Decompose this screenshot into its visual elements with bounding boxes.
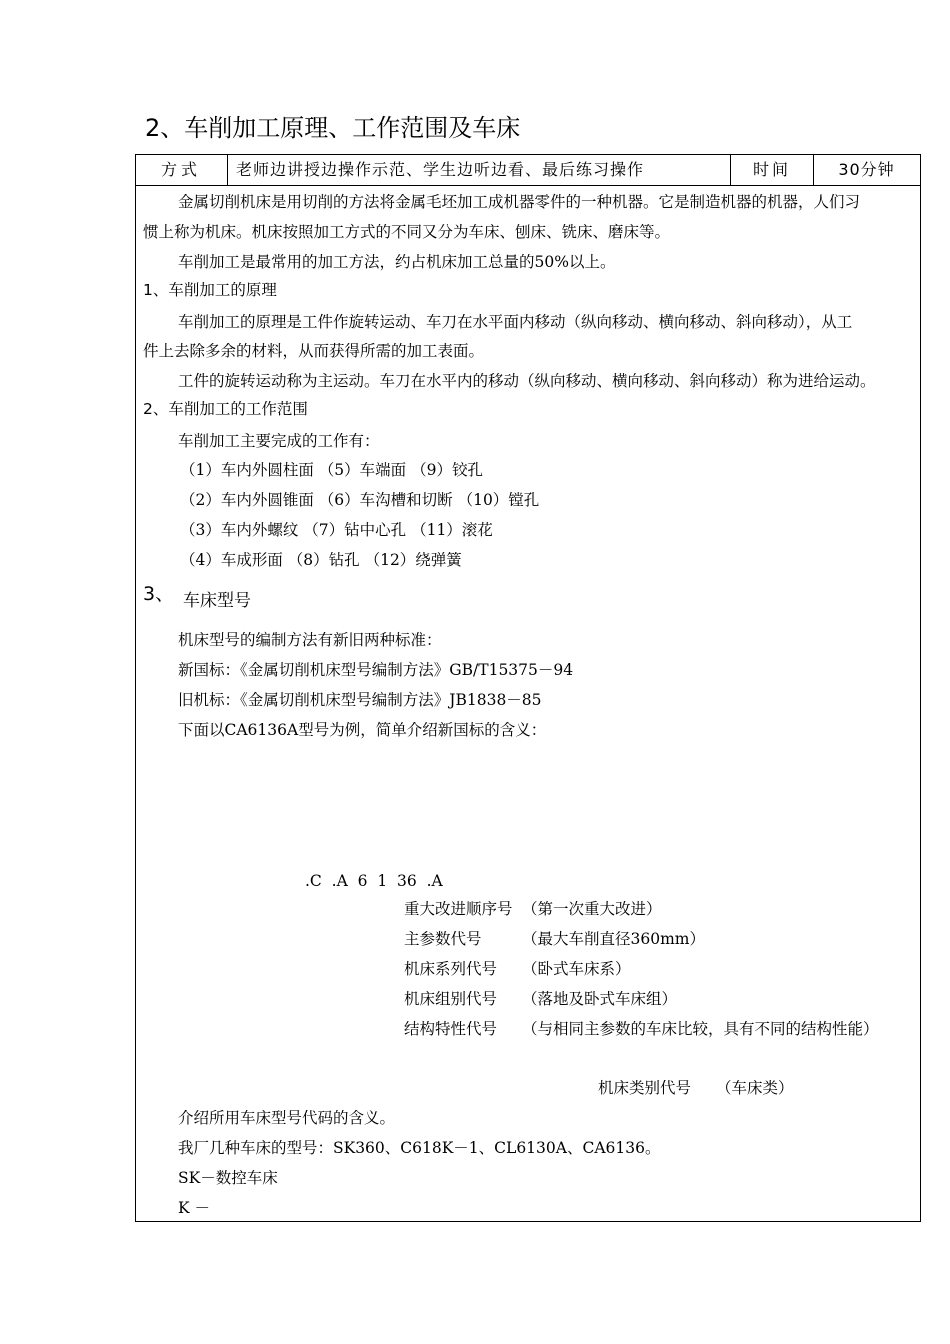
model-part-desc: （卧式车床系）	[522, 960, 631, 978]
section-heading: 2、车削加工的工作范围	[143, 400, 308, 418]
paragraph-line: 车削加工主要完成的工作有：	[178, 432, 380, 450]
paragraph-line: SK－数控车床	[178, 1169, 278, 1187]
paragraph-line: 新国标：《金属切削机床型号编制方法》GB/T15375－94	[178, 661, 574, 679]
model-part-name: 结构特性代号	[404, 1020, 498, 1038]
model-part-name: 主参数代号	[404, 930, 482, 948]
time-value: 30分钟	[838, 160, 895, 179]
intro-line: 金属切削机床是用切削的方法将金属毛坯加工成机器零件的一种机器。它是制造机器的机器，人们习	[178, 193, 861, 211]
paragraph-line: 介绍所用车床型号代码的含义。	[178, 1109, 396, 1127]
model-part-name: 重大改进顺序号	[404, 900, 513, 918]
paragraph-line: 件上去除多余的材料，从而获得所需的加工表面。	[143, 342, 485, 360]
model-part-name: 机床组别代号	[404, 990, 498, 1008]
paragraph-line: 旧机标：《金属切削机床型号编制方法》JB1838－85	[178, 691, 542, 709]
paragraph-line: 我厂几种车床的型号：SK360、C618K－1、CL6130A、CA6136。	[178, 1139, 661, 1157]
paragraph-line: 车削加工的原理是工件作旋转运动、车刀在水平面内移动（纵向移动、横向移动、斜向移动），从工	[178, 313, 853, 331]
list-item: （4）车成形面 （8）钻孔 （12）绕弹簧	[180, 551, 462, 569]
list-item: （1）车内外圆柱面 （5）车端面 （9）铰孔	[180, 461, 483, 479]
paragraph-line: 工件的旋转运动称为主运动。车刀在水平内的移动（纵向移动、横向移动、斜向移动）称为进给运动。	[178, 372, 876, 390]
model-part-desc: （第一次重大改进）	[522, 900, 662, 918]
page-title: 2、车削加工原理、工作范围及车床	[145, 114, 521, 142]
section-number: 3、	[143, 583, 175, 605]
list-item: （2）车内外圆锥面 （6）车沟槽和切断 （10）镗孔	[180, 491, 540, 509]
time-label: 时间	[731, 154, 814, 185]
list-item: （3）车内外螺纹 （7）钻中心孔 （11）滚花	[180, 521, 493, 539]
section-heading: 1、车削加工的原理	[143, 281, 277, 299]
model-class-desc: （车床类）	[716, 1079, 794, 1097]
method-value: 老师边讲授边操作示范、学生边听边看、最后练习操作	[228, 154, 731, 185]
paragraph-line: K －	[178, 1199, 211, 1217]
model-part-desc: （落地及卧式车床组）	[522, 990, 678, 1008]
paragraph-line: 下面以CA6136A型号为例，简单介绍新国标的含义：	[178, 721, 547, 739]
paragraph-line: 机床型号的编制方法有新旧两种标准：	[178, 631, 442, 649]
method-label: 方式	[135, 154, 228, 185]
model-code: .C .A 6 1 36 .A	[305, 872, 443, 890]
model-part-desc: （与相同主参数的车床比较，具有不同的结构性能）	[522, 1020, 879, 1038]
intro-line: 车削加工是最常用的加工方法，约占机床加工总量的50%以上。	[178, 253, 616, 271]
section-heading: 车床型号	[183, 591, 251, 611]
intro-line: 惯上称为机床。机床按照加工方式的不同又分为车床、刨床、铣床、磨床等。	[143, 223, 671, 241]
model-class-name: 机床类别代号	[598, 1079, 692, 1097]
model-part-desc: （最大车削直径360mm）	[522, 930, 705, 948]
model-part-name: 机床系列代号	[404, 960, 498, 978]
header-row	[135, 154, 921, 186]
